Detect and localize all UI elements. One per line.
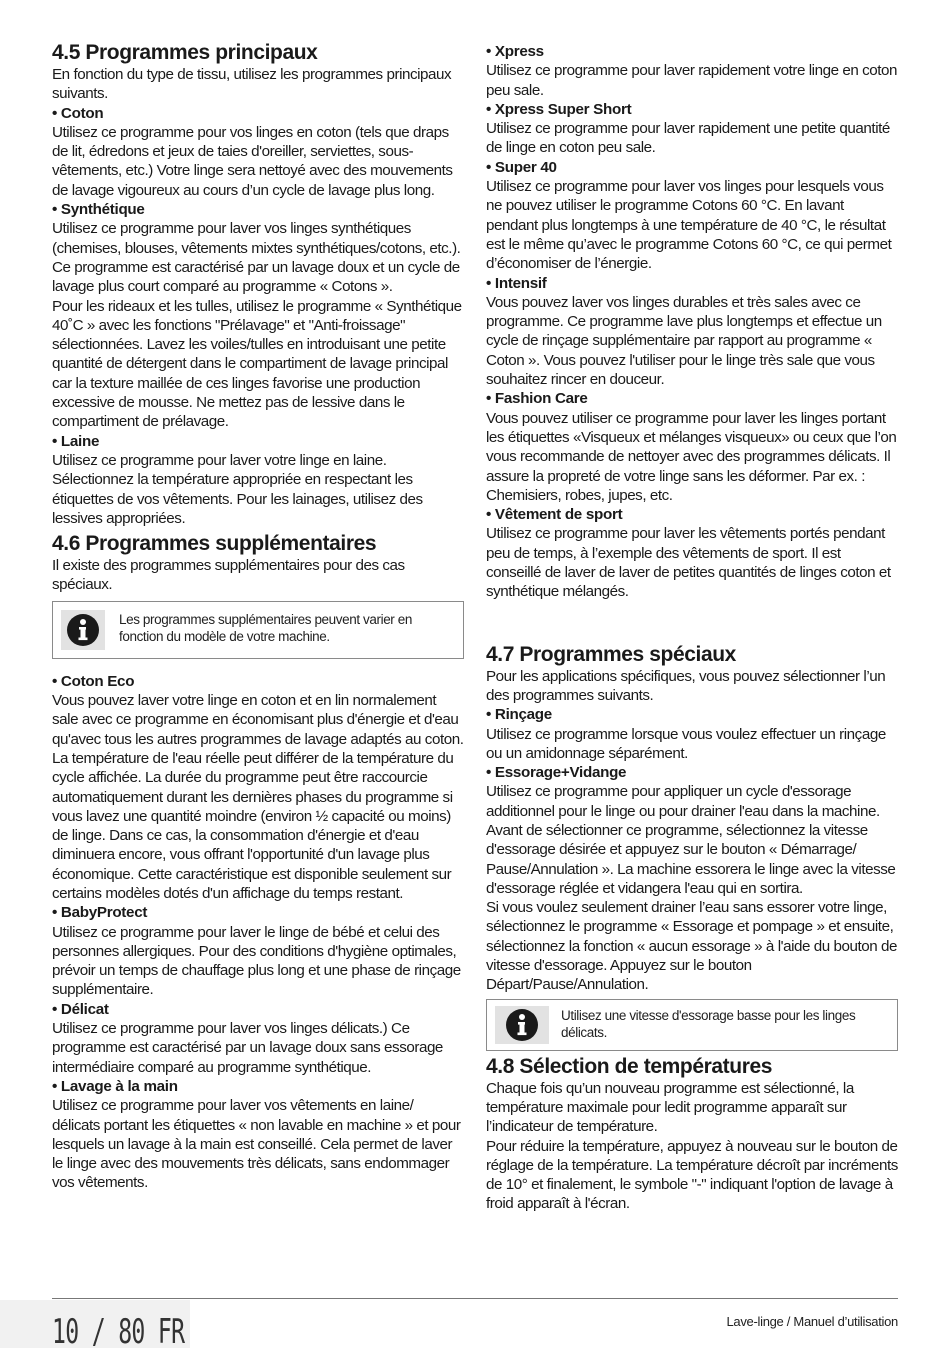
delicat-title: • Délicat bbox=[52, 1000, 109, 1018]
vetement-sport-title: • Vêtement de sport bbox=[486, 506, 623, 524]
intensif-title: • Intensif bbox=[486, 274, 547, 292]
info-icon bbox=[504, 1007, 540, 1048]
info-box-1 bbox=[52, 601, 464, 659]
info-text-1: Les programmes supplémentaires peuvent varier en fonction du modèle de votre machine. bbox=[119, 611, 412, 644]
footer-divider bbox=[52, 1298, 898, 1299]
coton-eco-title: • Coton Eco bbox=[52, 672, 135, 690]
laine-title: • Laine bbox=[52, 432, 100, 450]
essorage-vidange-title: • Essorage+Vidange bbox=[486, 764, 627, 782]
fashion-care-text: Vous pouvez utiliser ce programme pour laver les linges portant les étiquettes «Visqueux et mélanges visqueux» ou ceux que l’on vous recommande de nettoyer avec des programmes délicats. Il assure la propreté de votre linge sans les déformer. Par ex. : Chemisiers, robes, jupes, etc. bbox=[486, 409, 897, 504]
delicat-text: Utilisez ce programme pour laver vos linges délicats.) Ce programme est caractérisé par un lavage doux sans essorage intermédiaire comparé au programme synthétique. bbox=[52, 1020, 443, 1076]
babyprotect-title: • BabyProtect bbox=[52, 904, 148, 922]
right-column bbox=[486, 40, 898, 1214]
super-40-title: • Super 40 bbox=[486, 158, 557, 176]
info-icon-frame bbox=[61, 610, 105, 650]
section-4-8-heading: 4.8 Sélection de températures bbox=[486, 1054, 773, 1078]
coton-title: • Coton bbox=[52, 104, 104, 122]
section-4-5-heading: 4.5 Programmes principaux bbox=[52, 41, 318, 64]
essorage-vidange-text-3: Si vous voulez seulement drainer l’eau sans essorer votre linge, sélectionnez le programme « Essorage et pompage » et ensuite, sélectionnez la fonction « aucun essorage » à l'aide du bouton de vitesse d'essorage. Appuyez sur le bouton Départ/Pause/Annulation. bbox=[486, 899, 898, 994]
laine-text: Utilisez ce programme pour laver votre linge en laine. Sélectionnez la température appropriée en respectant les étiquettes de vos vêtements. Pour les lainages, utilisez des lessives appropriées. bbox=[52, 451, 423, 527]
xpress-title: • Xpress bbox=[486, 43, 544, 60]
coton-text: Utilisez ce programme pour vos linges en coton (tels que draps de lit, édredons et jeux de taies d'oreiller, serviettes, sous-vêtements, etc.) Votre linge sera nettoyé avec des mouvements de lavage vigoureux au cours d’un cycle de lavage plus long. bbox=[52, 123, 453, 199]
lavage-main-title: • Lavage à la main bbox=[52, 1077, 178, 1095]
left-column bbox=[52, 40, 464, 1193]
rincage-title: • Rinçage bbox=[486, 706, 552, 724]
info-icon bbox=[65, 612, 101, 653]
intensif-text: Vous pouvez laver vos linges durables et très sales avec ce programme. Ce programme lave plus longtemps et effectue un cycle de rinçage supplémentaire par rapport au programme « Coton ». Vous pouvez l'utiliser pour le linge très sale que vous souhaitez rincer en douceur. bbox=[486, 293, 882, 389]
synthetique-title: • Synthétique bbox=[52, 201, 145, 219]
synthetique-text-2: Pour les rideaux et les tulles, utilisez le programme « Synthétique 40˚C » avec les fonctions "Prélavage" et "Anti-froissage" sélectionnées. Lavez les voiles/tulles en introduisant une petite quantité de détergent dans le compartiment de lavage principal car la texture maillée de ces linges favorise une production excessive de mousse. Ne mettez pas de lessive dans le compartiment de prélavage. bbox=[52, 297, 462, 431]
essorage-vidange-text-2: Avant de sélectionner ce programme, sélectionnez la vitesse d'essorage désirée et appuyez sur le bouton « Démarrage/ Pause/Annulation ». La machine essorera le linge avec la vitesse d'essorage réglée et vidangera l'eau qui en sortira. bbox=[486, 821, 896, 897]
super-40-text: Utilisez ce programme pour laver vos linges pour lesquels vous ne pouvez utiliser le programme Cotons 60 °C. En lavant pendant plus longtemps à une température de 40 °C, le résultat est le même qu’avec le programme Cotons 60 °C, ce qui permet d’économiser de l’énergie. bbox=[486, 178, 892, 273]
section-4-6-heading: 4.6 Programmes supplémentaires bbox=[52, 532, 377, 556]
section-4-7-intro: Pour les applications spécifiques, vous pouvez sélectionner l’un des programmes suivants. bbox=[486, 667, 886, 704]
coton-eco-text: Vous pouvez laver votre linge en coton et en lin normalement sale avec ce programme en économisant plus d'énergie et d'eau qu'avec tous les autres programmes de lavage adaptés au coton. La température de l'eau réelle peut différer de la température du cycle affichée. La durée du programme peut être raccourcie automatiquement durant les dernières phases du programme si vous lavez une quantité moindre (environ ½ capacité ou moins) de linge. Dans ce cas, la consommation d'énergie et d'eau diminuera encore, vous offrant l'opportunité d'un lavage plus économique. Cette caractéristique est disponible seulement sur certains modèles dotés d'un affichage du temps restant. bbox=[52, 692, 464, 902]
info-icon-frame-2 bbox=[495, 1006, 549, 1044]
lavage-main-text: Utilisez ce programme pour laver vos vêtements en laine/ délicats portant les étiquettes « non lavable en machine » et pour lesquels un lavage à la main est conseillé. Cela permet de laver le linge avec des mouvements très délicats, sans endommager vos vêtements. bbox=[52, 1097, 461, 1192]
essorage-vidange-text: Utilisez ce programme pour appliquer un cycle d'essorage additionnel pour le linge ou pour drainer l'eau dans la machine. bbox=[486, 783, 880, 820]
section-4-7-heading: 4.7 Programmes spéciaux bbox=[486, 642, 736, 666]
babyprotect-text: Utilisez ce programme pour laver le linge de bébé et celui des personnes allergiques. Pour des conditions d'hygiène optimales, prévoir un temps de chauffage plus long et une phase de rinçage supplémentaire. bbox=[52, 923, 461, 999]
info-text-2: Utilisez une vitesse d'essorage basse pour les linges délicats. bbox=[561, 1007, 856, 1040]
temperature-text-2: Pour réduire la température, appuyez à nouveau sur le bouton de réglage de la température. La température décroît par incréments de 10° et finalement, le symbole "-" indiquant l'option de lavage à froid apparaît à l'écran. bbox=[486, 1137, 898, 1213]
xpress-text: Utilisez ce programme pour laver rapidement votre linge en coton peu sale. bbox=[486, 62, 898, 99]
vetement-sport-text: Utilisez ce programme pour laver les vêtements portés pendant peu de temps, à l’exemple des vêtements de sport. Il est conseillé de laver de laver de petites quantités de linges coton et synthétique mélangés. bbox=[486, 525, 891, 601]
xpress-super-short-text: Utilisez ce programme pour laver rapidement une petite quantité de linge en coton peu sale. bbox=[486, 120, 890, 157]
footer-document-title: Lave-linge / Manuel d’utilisation bbox=[726, 1314, 898, 1329]
page-number: 10 / 80 FR bbox=[52, 1312, 185, 1352]
temperature-text: Chaque fois qu’un nouveau programme est sélectionné, la température maximale pour ledit programme apparaît sur l’indicateur de température. bbox=[486, 1079, 854, 1136]
fashion-care-title: • Fashion Care bbox=[486, 390, 588, 408]
section-4-5-intro: En fonction du type de tissu, utilisez les programmes principaux suivants. bbox=[52, 66, 452, 103]
rincage-text: Utilisez ce programme lorsque vous voulez effectuer un rinçage ou un amidonnage séparément. bbox=[486, 725, 886, 762]
section-4-6-intro: Il existe des programmes supplémentaires pour des cas spéciaux. bbox=[52, 557, 405, 594]
xpress-super-short-title: • Xpress Super Short bbox=[486, 100, 632, 118]
synthetique-text: Utilisez ce programme pour laver vos linges synthétiques (chemises, blouses, vêtements mixtes synthétiques/cotons, etc.). Ce programme est caractérisé par un lavage doux et un cycle de lavage plus court comparé au programme « Cotons ». bbox=[52, 220, 461, 296]
info-box-2 bbox=[486, 999, 898, 1051]
